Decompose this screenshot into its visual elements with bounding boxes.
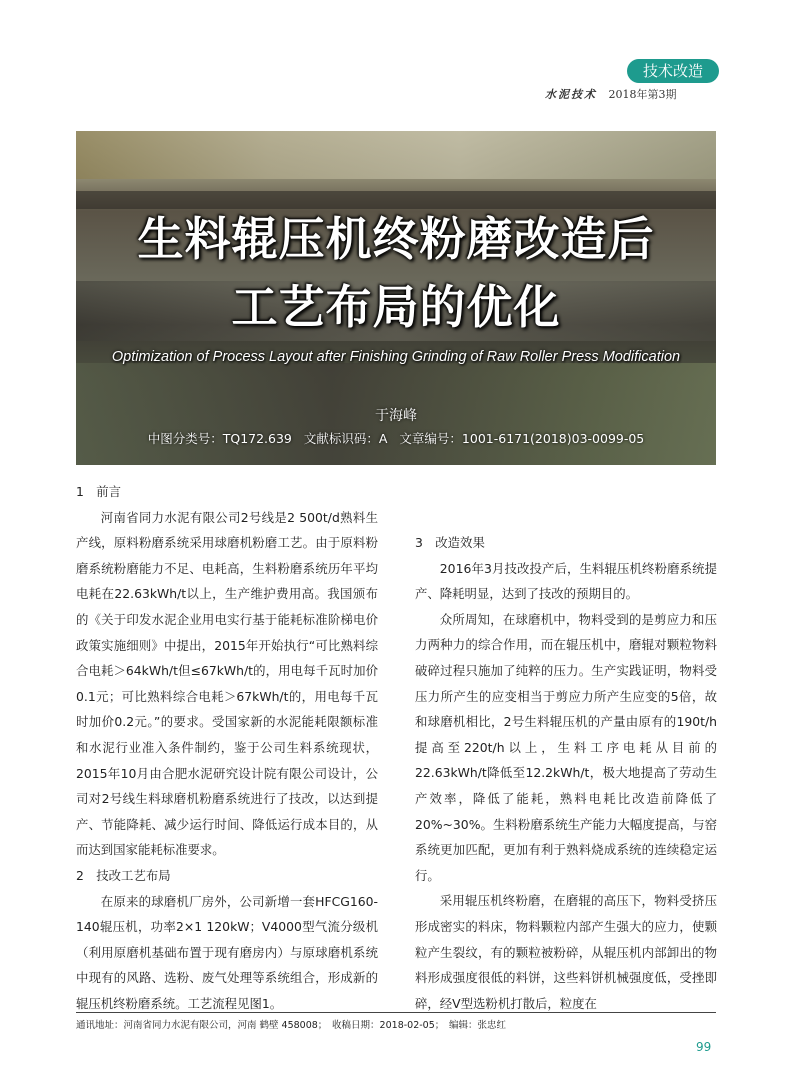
section-heading: 2 技改工艺布局: [76, 867, 171, 883]
paragraph: 在原来的球磨机厂房外，公司新增一套HFCG160-140辊压机，功率2×1 120kW；V4000型气流分级机（利用原磨机基础布置于现有磨房内）与原球磨机系统中现有的风路、选粉、废气处理等系统组合，形成新的辊压机终粉磨系统。工艺流程见图1。: [76, 893, 378, 1011]
section-heading: 1 前言: [76, 484, 122, 499]
journal-name: 水泥技术: [545, 88, 597, 101]
paragraph: 采用辊压机终粉磨，在磨辊的高压下，物料受挤压形成密实的料床，物料颗粒内部产生强大的应力，使颗粒产生裂纹，有的颗粒被粉碎，从辊压机内部卸出的物料形成强度很低的料饼，这些料饼机械强度低，受挫即碎，经V型选粉机打散后，粒度在: [415, 893, 717, 1011]
section-heading: 3 改造效果: [415, 535, 485, 550]
document-code: 文献标识码：A: [303, 431, 388, 446]
paragraph: 2016年3月技改投产后，生料辊压机终粉磨系统提产、降耗明显，达到了技改的预期目的。: [415, 560, 717, 602]
body-column-right: [415, 479, 717, 1016]
footnote: 通讯地址：河南省同力水泥有限公司，河南 鹤壁 458008； 收稿日期：2018-02-05； 编辑：张忠红: [76, 1020, 507, 1031]
page-number: 99: [696, 1040, 712, 1054]
article-title-line1: 生料辊压机终粉磨改造后: [137, 212, 655, 266]
author: 于海峰: [375, 408, 417, 424]
paragraph: 河南省同力水泥有限公司2号线是2 500t/d熟料生产线，原料粉磨系统采用球磨机粉磨工艺。由于原料粉磨系统粉磨能力不足、电耗高，生料粉磨系统历年平均电耗在22.63kWh/t以上，生产维护费用高。我国颁布的《关于印发水泥企业用电实行基于能耗标准阶梯电价政策实施细则》中提出，2015年开始执行“可比熟料综合电耗＞64kWh/t但≤67kWh/t的，用电每千瓦时加价0.1元；可比熟料综合电耗＞67kWh/t的，用电每千瓦时加价0.2元。”的要求。受国家新的水泥能耗限额标准和水泥行业准入条件制约，鉴于公司生料系统现状，2015年10月由合肥水泥研究设计院有限公司设计，公司对2号线生料球磨机粉磨系统进行了技改，以达到提产、节能降耗、减少运行时间、降低运行成本目的，从而达到国家能耗标准要求。: [76, 509, 378, 858]
paragraph: 众所周知，在球磨机中，物料受到的是剪应力和压力两种力的综合作用，而在辊压机中，磨辊对颗粒物料破碎过程只施加了纯粹的压力。生产实践证明，物料受压力所产生的应变相当于剪应力所产生应变的5倍，故和球磨机相比，2号生料辊压机的产量由原有的190t/h提高至220t/h以上，生料工序电耗从目前的22.63kWh/t降低至12.2kWh/t，极大地提高了劳动生产效率，降低了能耗，熟料电耗比改造前降低了20%~30%。生料粉磨系统生产能力大幅度提高，与窑系统更加匹配，更加有利于熟料烧成系统的连续稳定运行。: [415, 611, 717, 883]
footnote-divider: [76, 1012, 716, 1013]
journal-issue: 2018年第3期: [608, 88, 677, 101]
title-banner-photo: [76, 131, 716, 465]
article-title-line2: 工艺布局的优化: [231, 280, 561, 334]
article-id: 文章编号：1001-6171(2018)03-0099-05: [399, 431, 645, 446]
body-column-left: [76, 479, 378, 1016]
clc-number: 中图分类号：TQ172.639: [147, 431, 292, 446]
classification-line: [76, 429, 716, 447]
section-tag: 技术改造: [627, 59, 719, 83]
english-title: Optimization of Process Layout after Finishing Grinding of Raw Roller Press Modification: [111, 349, 681, 365]
journal-header: [545, 86, 677, 102]
